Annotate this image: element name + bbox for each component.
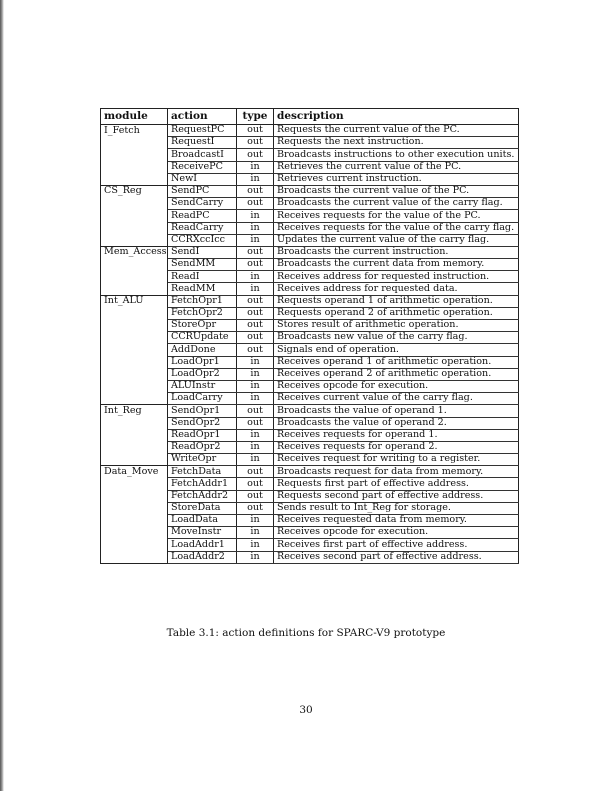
module-cell: I_Fetch (101, 125, 168, 137)
table-row (101, 490, 519, 502)
module-cell (101, 149, 168, 161)
table-row (101, 380, 519, 392)
table-row (101, 368, 519, 380)
description-cell: Receives first part of effective address. (274, 539, 519, 551)
table-row (101, 210, 519, 222)
action-cell: ALUInstr (168, 380, 237, 392)
type-cell: out (237, 295, 274, 307)
table-row (101, 320, 519, 332)
description-cell: Broadcasts instructions to other execution units. (274, 149, 519, 161)
description-cell: Broadcasts the current instruction. (274, 246, 519, 258)
action-cell: BroadcastI (168, 149, 237, 161)
table-row (101, 441, 519, 453)
description-cell: Requests the current value of the PC. (274, 125, 519, 137)
type-cell: in (237, 173, 274, 185)
description-cell: Broadcasts request for data from memory. (274, 466, 519, 478)
description-cell: Retrieves the current value of the PC. (274, 161, 519, 173)
table-row (101, 344, 519, 356)
table-row (101, 198, 519, 210)
action-cell: CCRXccIcc (168, 234, 237, 246)
table-row (101, 222, 519, 234)
description-cell: Retrieves current instruction. (274, 173, 519, 185)
module-cell (101, 539, 168, 551)
module-cell (101, 527, 168, 539)
table-row (101, 271, 519, 283)
type-cell: out (237, 185, 274, 197)
action-cell: FetchOpr1 (168, 295, 237, 307)
module-cell (101, 515, 168, 527)
description-cell: Receives opcode for execution. (274, 380, 519, 392)
type-cell: out (237, 490, 274, 502)
module-cell (101, 551, 168, 563)
type-cell: in (237, 271, 274, 283)
description-cell: Stores result of arithmetic operation. (274, 320, 519, 332)
action-cell: FetchAddr2 (168, 490, 237, 502)
module-cell (101, 198, 168, 210)
table-row (101, 393, 519, 405)
module-cell: CS_Reg (101, 185, 168, 197)
page-number: 30 (299, 704, 313, 716)
description-cell: Receives operand 1 of arithmetic operation. (274, 356, 519, 368)
action-cell: ReadI (168, 271, 237, 283)
description-cell: Broadcasts new value of the carry flag. (274, 332, 519, 344)
module-cell: Int_Reg (101, 405, 168, 417)
module-cell (101, 393, 168, 405)
description-cell: Requests second part of effective address. (274, 490, 519, 502)
table-row (101, 527, 519, 539)
action-cell: ReceivePC (168, 161, 237, 173)
table-row (101, 246, 519, 258)
table-row (101, 161, 519, 173)
table-header-row (101, 109, 519, 125)
type-cell: out (237, 320, 274, 332)
description-cell: Broadcasts the current data from memory. (274, 259, 519, 271)
type-cell: in (237, 429, 274, 441)
description-cell: Requests operand 1 of arithmetic operation. (274, 295, 519, 307)
type-cell: in (237, 210, 274, 222)
module-cell (101, 161, 168, 173)
description-cell: Receives request for writing to a register. (274, 454, 519, 466)
table-row (101, 137, 519, 149)
table-row (101, 478, 519, 490)
header-module: module (101, 109, 168, 125)
action-cell: LoadOpr1 (168, 356, 237, 368)
module-cell (101, 356, 168, 368)
type-cell: in (237, 551, 274, 563)
module-cell (101, 271, 168, 283)
type-cell: in (237, 441, 274, 453)
action-cell: SendOpr2 (168, 417, 237, 429)
module-cell (101, 502, 168, 514)
action-cell: SendI (168, 246, 237, 258)
action-cell: AddDone (168, 344, 237, 356)
header-action: action (168, 109, 237, 125)
module-cell (101, 210, 168, 222)
description-cell: Receives address for requested data. (274, 283, 519, 295)
description-cell: Updates the current value of the carry flag. (274, 234, 519, 246)
table-row (101, 429, 519, 441)
type-cell: out (237, 137, 274, 149)
action-cell: SendCarry (168, 198, 237, 210)
action-cell: ReadMM (168, 283, 237, 295)
table-row (101, 307, 519, 319)
table-row (101, 295, 519, 307)
table-row (101, 539, 519, 551)
action-cell: FetchOpr2 (168, 307, 237, 319)
type-cell: in (237, 527, 274, 539)
type-cell: in (237, 222, 274, 234)
action-cell: WriteOpr (168, 454, 237, 466)
type-cell: in (237, 515, 274, 527)
description-cell: Receives second part of effective address. (274, 551, 519, 563)
action-cell: LoadAddr1 (168, 539, 237, 551)
module-cell (101, 332, 168, 344)
scan-edge-shadow (0, 0, 4, 791)
action-cell: CCRUpdate (168, 332, 237, 344)
module-cell (101, 283, 168, 295)
module-cell (101, 234, 168, 246)
action-cell: ReadCarry (168, 222, 237, 234)
module-cell (101, 307, 168, 319)
action-cell: RequestI (168, 137, 237, 149)
module-cell: Int_ALU (101, 295, 168, 307)
type-cell: out (237, 259, 274, 271)
type-cell: out (237, 405, 274, 417)
type-cell: in (237, 368, 274, 380)
action-definitions-table (100, 108, 519, 564)
table-row (101, 515, 519, 527)
table-row (101, 356, 519, 368)
header-type: type (237, 109, 274, 125)
type-cell: out (237, 149, 274, 161)
table-row (101, 185, 519, 197)
module-cell (101, 259, 168, 271)
table-row (101, 125, 519, 137)
type-cell: out (237, 344, 274, 356)
action-cell: StoreOpr (168, 320, 237, 332)
module-cell (101, 441, 168, 453)
description-cell: Broadcasts the current value of the carry flag. (274, 198, 519, 210)
table-row (101, 332, 519, 344)
description-cell: Receives current value of the carry flag. (274, 393, 519, 405)
description-cell: Receives requests for the value of the carry flag. (274, 222, 519, 234)
module-cell (101, 490, 168, 502)
table-body (101, 125, 519, 564)
type-cell: out (237, 478, 274, 490)
description-cell: Broadcasts the current value of the PC. (274, 185, 519, 197)
description-cell: Sends result to Int_Reg for storage. (274, 502, 519, 514)
action-cell: FetchAddr1 (168, 478, 237, 490)
table-row (101, 405, 519, 417)
action-cell: StoreData (168, 502, 237, 514)
table-row (101, 551, 519, 563)
action-cell: LoadAddr2 (168, 551, 237, 563)
action-cell: FetchData (168, 466, 237, 478)
type-cell: out (237, 307, 274, 319)
module-cell (101, 417, 168, 429)
module-cell (101, 429, 168, 441)
type-cell: out (237, 125, 274, 137)
type-cell: in (237, 356, 274, 368)
module-cell (101, 454, 168, 466)
description-cell: Receives operand 2 of arithmetic operation. (274, 368, 519, 380)
table-row (101, 259, 519, 271)
type-cell: in (237, 234, 274, 246)
module-cell (101, 368, 168, 380)
description-cell: Receives requests for operand 1. (274, 429, 519, 441)
action-cell: ReadOpr1 (168, 429, 237, 441)
module-cell (101, 173, 168, 185)
table-row (101, 466, 519, 478)
table-caption: Table 3.1: action definitions for SPARC-V9 prototype (166, 627, 446, 639)
type-cell: out (237, 502, 274, 514)
description-cell: Broadcasts the value of operand 2. (274, 417, 519, 429)
action-cell: LoadData (168, 515, 237, 527)
table-row (101, 502, 519, 514)
module-cell: Data_Move (101, 466, 168, 478)
description-cell: Receives requested data from memory. (274, 515, 519, 527)
module-cell (101, 320, 168, 332)
type-cell: in (237, 380, 274, 392)
module-cell (101, 380, 168, 392)
type-cell: in (237, 161, 274, 173)
header-description: description (274, 109, 519, 125)
description-cell: Receives requests for the value of the PC. (274, 210, 519, 222)
action-cell: LoadCarry (168, 393, 237, 405)
module-cell: Mem_Access (101, 246, 168, 258)
action-cell: ReadPC (168, 210, 237, 222)
action-cell: SendMM (168, 259, 237, 271)
module-cell (101, 222, 168, 234)
description-cell: Requests first part of effective address. (274, 478, 519, 490)
table-row (101, 149, 519, 161)
description-cell: Signals end of operation. (274, 344, 519, 356)
description-cell: Broadcasts the value of operand 1. (274, 405, 519, 417)
type-cell: in (237, 539, 274, 551)
action-cell: SendOpr1 (168, 405, 237, 417)
table-row (101, 454, 519, 466)
description-cell: Receives opcode for execution. (274, 527, 519, 539)
type-cell: in (237, 283, 274, 295)
action-cell: SendPC (168, 185, 237, 197)
module-cell (101, 137, 168, 149)
module-cell (101, 478, 168, 490)
type-cell: in (237, 454, 274, 466)
table-row (101, 234, 519, 246)
action-cell: LoadOpr2 (168, 368, 237, 380)
action-cell: NewI (168, 173, 237, 185)
description-cell: Requests operand 2 of arithmetic operation. (274, 307, 519, 319)
table-row (101, 283, 519, 295)
type-cell: in (237, 393, 274, 405)
description-cell: Receives requests for operand 2. (274, 441, 519, 453)
action-cell: RequestPC (168, 125, 237, 137)
table-row (101, 417, 519, 429)
module-cell (101, 344, 168, 356)
type-cell: out (237, 466, 274, 478)
action-cell: MoveInstr (168, 527, 237, 539)
description-cell: Requests the next instruction. (274, 137, 519, 149)
type-cell: out (237, 332, 274, 344)
table-row (101, 173, 519, 185)
type-cell: out (237, 198, 274, 210)
type-cell: out (237, 246, 274, 258)
description-cell: Receives address for requested instruction. (274, 271, 519, 283)
type-cell: out (237, 417, 274, 429)
action-cell: ReadOpr2 (168, 441, 237, 453)
